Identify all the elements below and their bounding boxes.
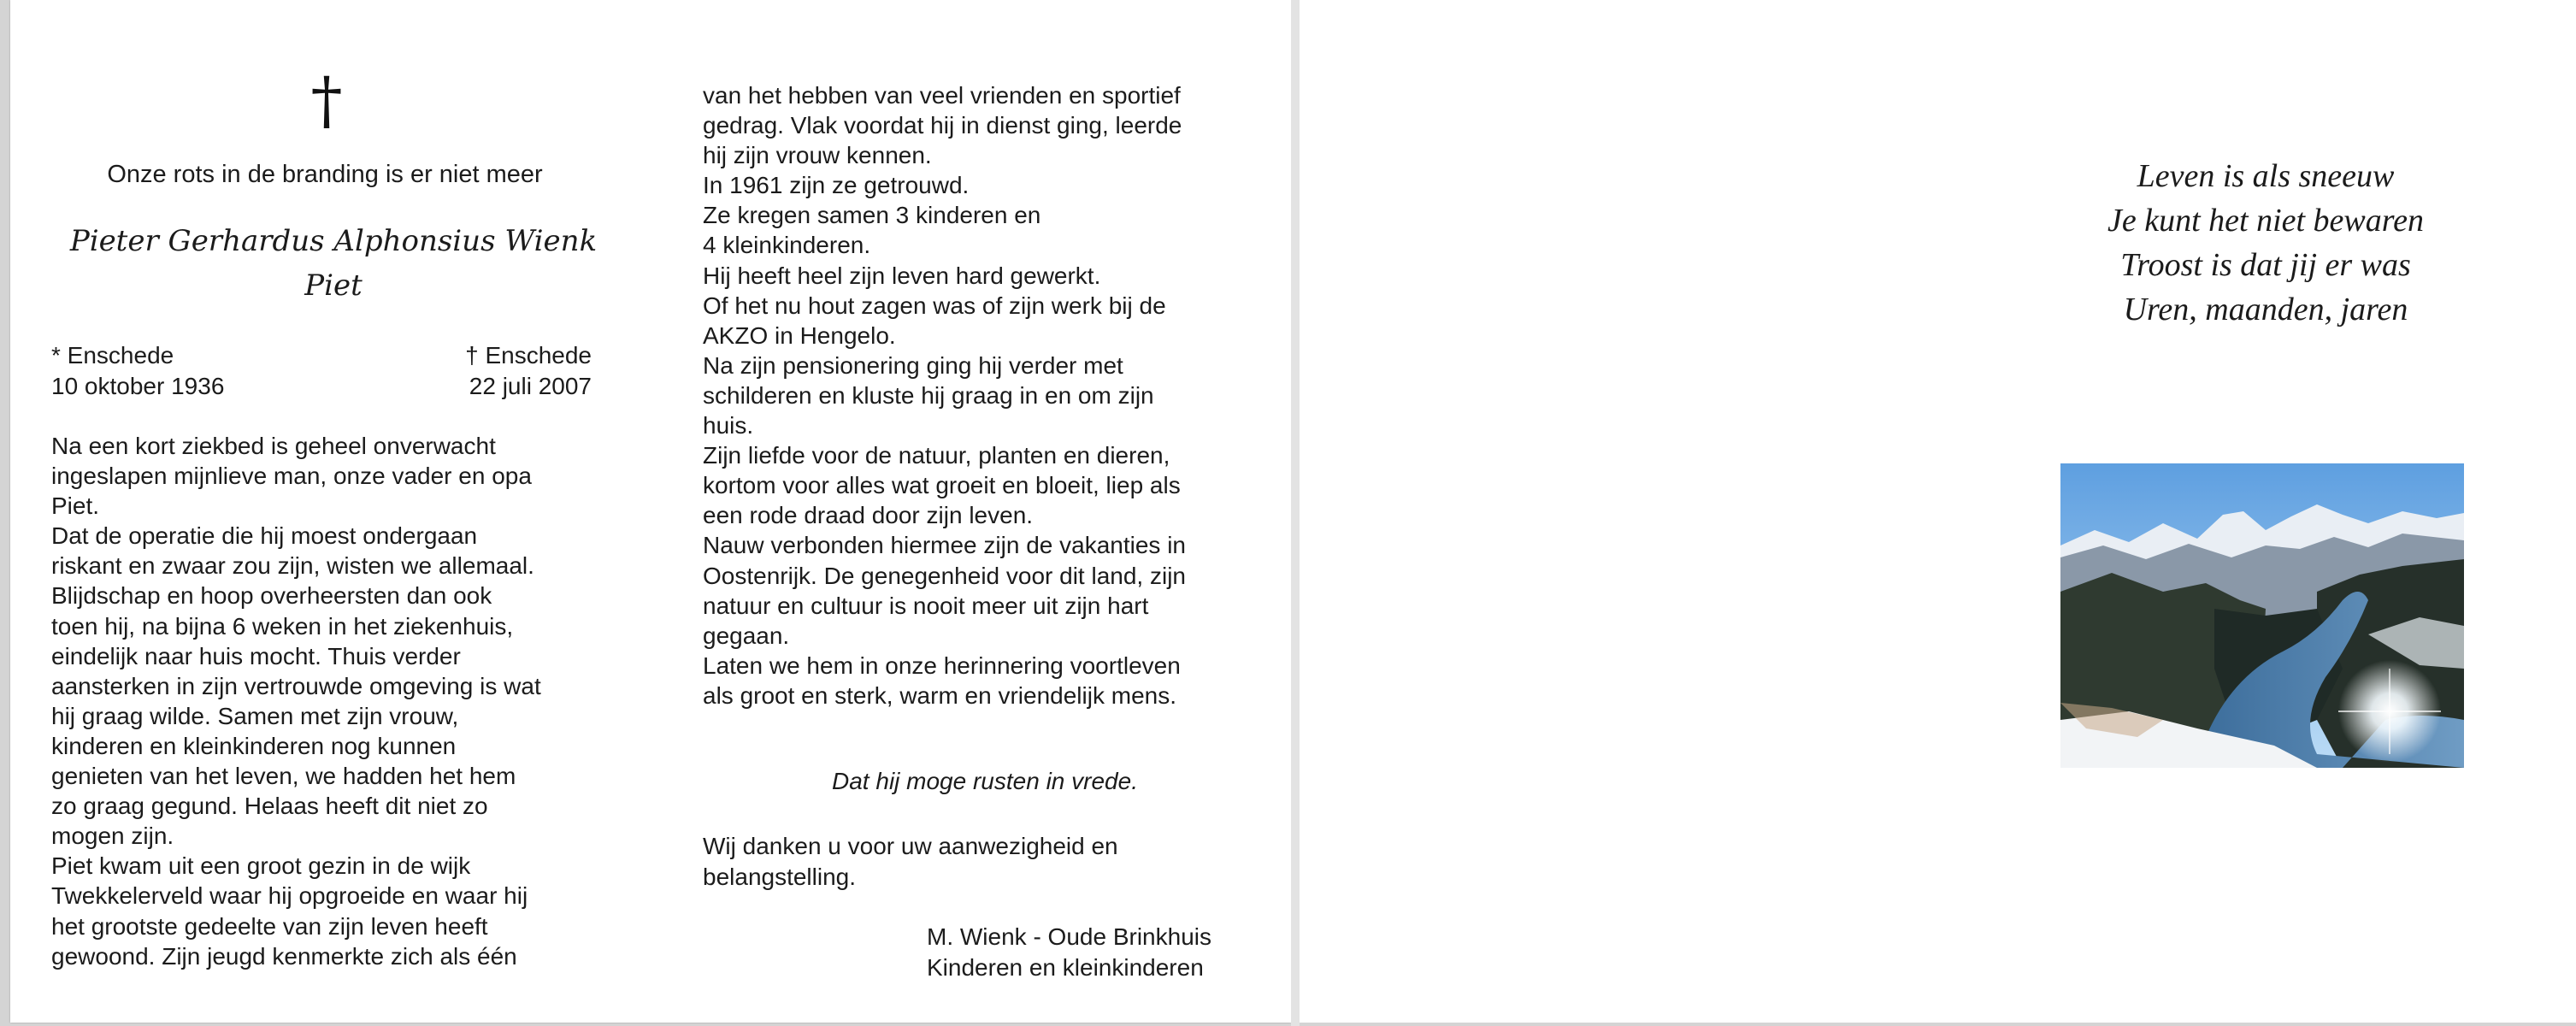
cross-icon: † <box>310 64 343 138</box>
card-fold <box>1291 0 1300 1026</box>
poem-line-2: Je kunt het niet bewaren <box>2107 203 2425 239</box>
alpine-lake-mountain-photo <box>2060 463 2464 768</box>
closing-wish: Dat hij moge rusten in vrede. <box>832 768 1138 794</box>
death-place: † Enschede <box>465 342 592 369</box>
biography-column-1: Na een kort ziekbed is geheel onverwacht ingeslapen mijnlieve man, onze vader en opa Piet. Dat de operatie die hij moest ondergaan riskant en zwaar zou zijn, wisten we allemaal. Blijdschap en hoop overheersten dan ook toen hij, na bijna 6 weken in het ziekenhuis, eindelijk naar huis mocht. Thuis verder aansterken in zijn vertrouwde omgeving is wat hij graag wilde. Samen met zijn vrouw, kinderen en kleinkinderen nog kunnen genieten van het leven, we hadden het hem zo graag gegund. Helaas heeft dit niet zo mogen zijn. Piet kwam uit een groot gezin in de wijk Twekkelerveld waar hij opgroeide en waar hij het grootste gedeelte van zijn leven heeft gewoond. Zijn jeugd kenmerkte zich als één <box>51 433 541 970</box>
birth-info <box>51 340 224 402</box>
deceased-full-name: Pieter Gerhardus Alphonsius Wienk <box>69 224 598 258</box>
death-date: 22 juli 2007 <box>469 373 592 399</box>
poem-line-3: Troost is dat jij er was <box>2120 247 2411 283</box>
subtitle: Onze rots in de branding is er niet meer <box>107 161 543 188</box>
signature <box>927 922 1211 983</box>
biography-column-2: van het hebben van veel vrienden en sportief gedrag. Vlak voordat hij in dienst ging, leerde hij zijn vrouw kennen. In 1961 zijn ze getrouwd. Ze kregen samen 3 kinderen en 4 kleinkinderen. Hij heeft heel zijn leven hard gewerkt. Of het nu hout zagen was of zijn werk bij de AKZO in Hengelo. Na zijn pensionering ging hij verder met schilderen en kluste hij graag in en om zijn huis. Zijn liefde voor de natuur, planten en dieren, kortom voor alles wat groeit en bloeit, liep als een rode draad door zijn leven. Nauw verbonden hiermee zijn de vakanties in Oostenrijk. De genegenheid voor dit land, zijn natuur en cultuur is nooit meer uit zijn hart gegaan. Laten we hem in onze herinnering voortleven als groot en sterk, warm en vriendelijk mens. <box>703 82 1187 709</box>
birth-place: * Enschede <box>51 342 174 369</box>
deceased-nickname: Piet <box>304 268 363 303</box>
poem-line-1: Leven is als sneeuw <box>2137 158 2395 194</box>
death-info <box>385 340 592 402</box>
signature-line-2: Kinderen en kleinkinderen <box>927 954 1204 981</box>
birth-date: 10 oktober 1936 <box>51 373 225 399</box>
thanks-text: Wij danken u voor uw aanwezigheid en belangstelling. <box>703 833 1118 890</box>
poem-line-4: Uren, maanden, jaren <box>2123 292 2408 327</box>
signature-line-1: M. Wienk - Oude Brinkhuis <box>927 923 1211 950</box>
poem <box>1966 154 2565 332</box>
